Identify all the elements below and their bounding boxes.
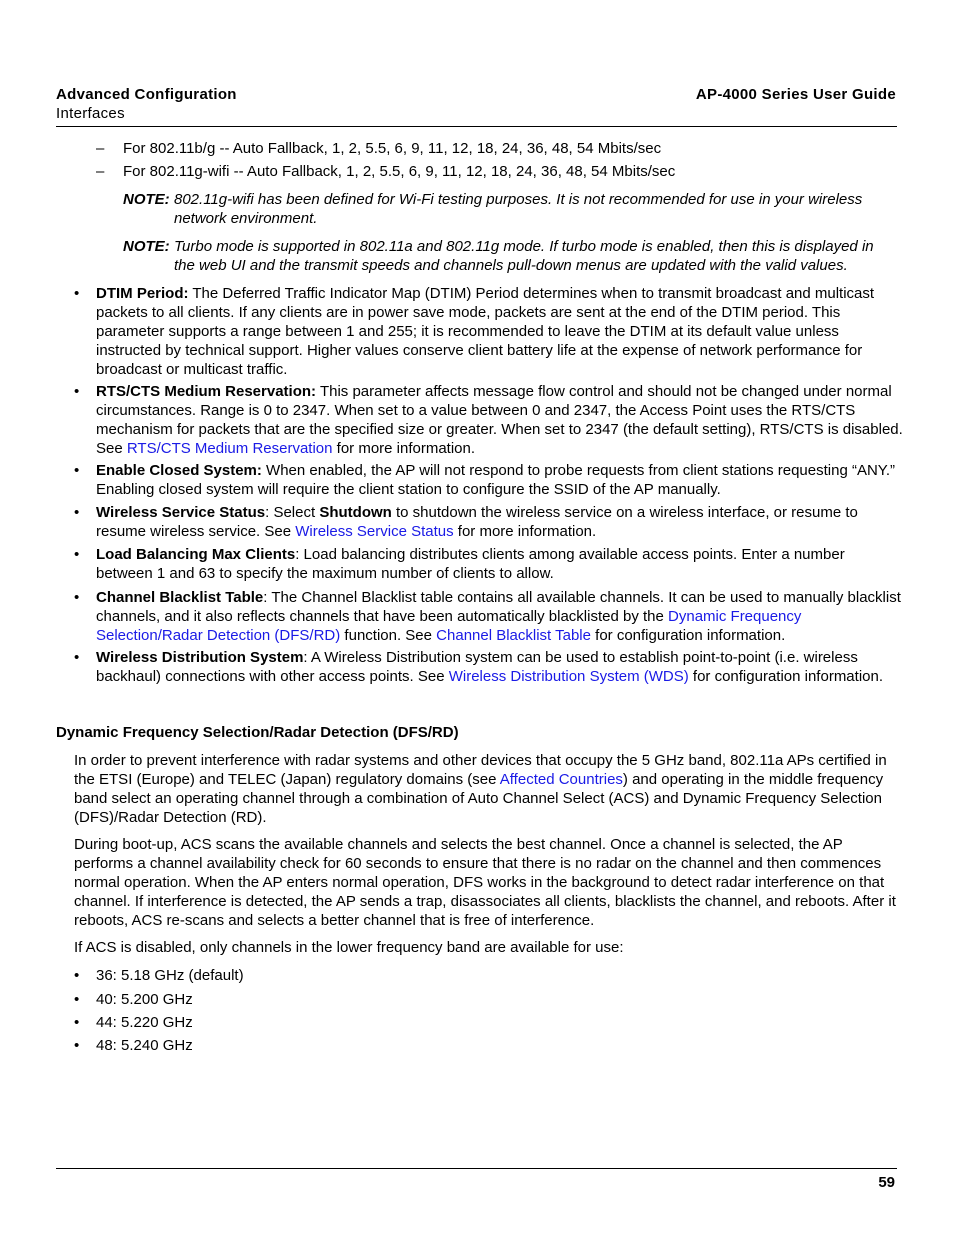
bullet-glyph: • <box>74 383 80 400</box>
wss-shutdown: Shutdown <box>319 504 392 521</box>
bullet-glyph: • <box>74 589 80 606</box>
bullet-rts <box>74 382 904 458</box>
note-line-2: network environment. <box>174 210 318 227</box>
cbt-table-link[interactable]: Channel Blacklist Table <box>436 627 591 644</box>
note-label: NOTE: <box>123 191 170 208</box>
bullet-glyph: • <box>74 504 80 521</box>
bullet-wireless-service <box>74 503 904 541</box>
note-line-2: the web UI and the transmit speeds and channels pull-down menus are updated with the valid values. <box>174 257 848 274</box>
bullet-glyph: • <box>74 649 80 666</box>
channel-item <box>74 1013 904 1032</box>
rts-tail: for more information. <box>332 440 476 457</box>
bullet-closed-system <box>74 461 904 499</box>
dtim-term: DTIM Period: <box>96 285 189 302</box>
channel-item <box>74 990 904 1009</box>
dfs-paragraph-1 <box>74 751 904 827</box>
cbt-dfs-link[interactable]: Dynamic Frequency Selection/Radar Detection (DFS/RD) <box>96 608 802 644</box>
note-line-1: Turbo mode is supported in 802.11a and 802.11g mode. If turbo mode is enabled, then this is displayed in <box>174 238 874 255</box>
rts-text: This parameter affects message flow control and should not be changed under normal circumstances. Range is 0 to 2347. When set to a value between 0 and 2347, the Access Point uses the RTS/CTS mechanism for packets that are the specified size or greater. When set to 2347 (the default setting), RTS/CTS is disabled. See <box>96 383 903 457</box>
rts-link[interactable]: RTS/CTS Medium Reservation <box>126 440 333 457</box>
footer-rule <box>56 1168 897 1169</box>
bullet-glyph: • <box>74 1014 80 1031</box>
wds-tail: for configuration information. <box>688 668 884 685</box>
note-label: NOTE: <box>123 238 170 255</box>
bullet-glyph: • <box>74 1037 80 1054</box>
closed-term: Enable Closed System: <box>96 462 262 479</box>
dfs-paragraph-2: During boot-up, ACS scans the available channels and selects the best channel. Once a channel is selected, the AP performs a channel availability check for 60 seconds to ensure that there is no radar on the channel and then commences normal operation. When the AP enters normal operation, DFS works in the background to detect radar interference on that channel. If interference is detected, the AP sends a trap, disassociates all clients, blacklists the channel, and reboots. After it reboots, ACS re-scans and selects a better channel that is free of interference. <box>74 836 896 929</box>
channel-text: 40: 5.200 GHz <box>96 991 193 1008</box>
header-subsection-title: Interfaces <box>56 105 125 122</box>
bullet-dtim <box>74 284 904 379</box>
dfs-paragraph-3: If ACS is disabled, only channels in the lower frequency band are available for use: <box>74 939 624 956</box>
wds-link[interactable]: Wireless Distribution System (WDS) <box>448 668 689 685</box>
bullet-glyph: • <box>74 285 80 302</box>
dfs-p1-tail: ) and operating in the middle frequency band select an operating channel through a combination of Auto Channel Select (ACS) and Dynamic Frequency Selection (DFS)/Radar Detection (RD). <box>74 771 884 826</box>
bullet-glyph: • <box>74 462 80 479</box>
channel-text: 44: 5.220 GHz <box>96 1014 193 1031</box>
dfs-p1-text: In order to prevent interference with radar systems and other devices that occupy the 5 GHz band, 802.11a APs certified in the ETSI (Europe) and TELEC (Japan) regulatory domains (see <box>74 752 887 788</box>
channel-text: 36: 5.18 GHz (default) <box>96 967 244 984</box>
page-number: 59 <box>878 1174 895 1191</box>
rts-term: RTS/CTS Medium Reservation: <box>96 383 317 400</box>
header-rule <box>56 126 897 127</box>
wds-text: : A Wireless Distribution system can be used to establish point-to-point (i.e. wireless backhaul) connections with other access points. See <box>96 649 858 685</box>
cbt-tail: for configuration information. <box>590 627 786 644</box>
rate-text: For 802.11b/g -- Auto Fallback, 1, 2, 5.5, 6, 9, 11, 12, 18, 24, 36, 48, 54 Mbits/sec <box>123 140 662 157</box>
bullet-channel-blacklist <box>74 588 904 645</box>
rate-text: For 802.11g-wifi -- Auto Fallback, 1, 2, 5.5, 6, 9, 11, 12, 18, 24, 36, 48, 54 Mbits/sec <box>123 163 676 180</box>
channel-item <box>74 966 904 985</box>
wss-link[interactable]: Wireless Service Status <box>295 523 454 540</box>
dtim-text: The Deferred Traffic Indicator Map (DTIM) Period determines when to transmit broadcast and multicast packets to all clients. If any clients are in power save mode, packets are sent at the end of the DTIM period. This parameter supports a range between 1 and 255; it is recommended to leave the DTIM at its default value unless instructed by technical support. Higher values conserve client battery life at the expense of network performance for broadcast or multicast traffic. <box>96 285 875 378</box>
header-section-title: Advanced Configuration <box>56 86 237 103</box>
wds-term: Wireless Distribution System <box>96 649 304 666</box>
section-heading-dfs: Dynamic Frequency Selection/Radar Detection (DFS/RD) <box>56 724 459 741</box>
closed-text: When enabled, the AP will not respond to probe requests from client stations requesting “ANY.” Enabling closed system will require the client station to configure the SSID of the AP manually. <box>96 462 896 498</box>
wss-text2: to shutdown the wireless service on a wireless interface, or resume to resume wireless service. See <box>96 504 858 540</box>
bullet-glyph: • <box>74 991 80 1008</box>
note-turbo <box>123 237 903 275</box>
channel-text: 48: 5.240 GHz <box>96 1037 193 1054</box>
bullet-glyph: • <box>74 967 80 984</box>
cbt-term: Channel Blacklist Table <box>96 589 264 606</box>
wss-text1: : Select <box>265 504 320 521</box>
channel-item <box>74 1036 904 1055</box>
header-guide-title: AP-4000 Series User Guide <box>695 86 896 103</box>
affected-countries-link[interactable]: Affected Countries <box>499 771 623 788</box>
bullet-load-balancing <box>74 545 904 583</box>
dash-marker: – <box>96 140 105 157</box>
note-line-1: 802.11g-wifi has been defined for Wi-Fi testing purposes. It is not recommended for use in your wireless <box>174 191 863 208</box>
dash-marker: – <box>96 163 105 180</box>
bullet-glyph: • <box>74 546 80 563</box>
wss-term: Wireless Service Status <box>96 504 266 521</box>
cbt-text: : The Channel Blacklist table contains all available channels. It can be used to manually blacklist channels, and it also reflects channels that have been automatically blacklisted by the <box>96 589 901 625</box>
cbt-mid: function. See <box>340 627 437 644</box>
note-wifi <box>123 190 903 228</box>
bullet-wds <box>74 648 904 686</box>
wss-tail: for more information. <box>453 523 597 540</box>
lb-text: : Load balancing distributes clients among available access points. Enter a number between 1 and 63 to specify the maximum number of clients to allow. <box>96 546 845 582</box>
lb-term: Load Balancing Max Clients <box>96 546 296 563</box>
